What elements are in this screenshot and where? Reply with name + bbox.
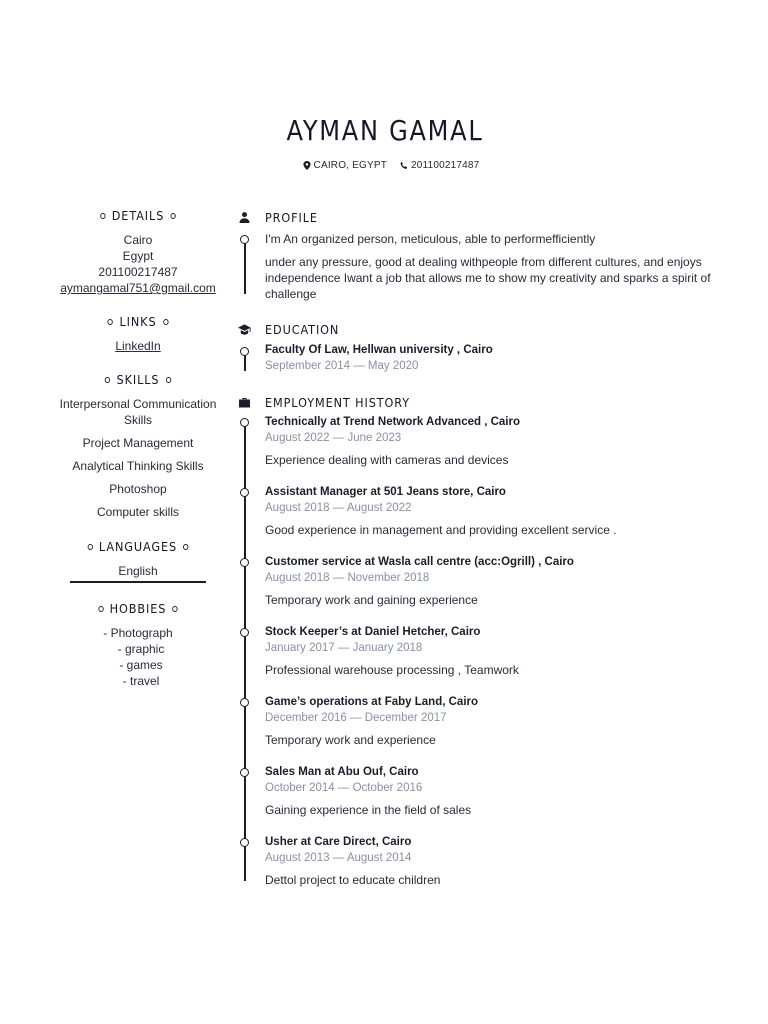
skills-heading: SKILLS — [61, 372, 216, 387]
bullet-icon — [183, 544, 188, 550]
bullet-icon — [171, 213, 176, 219]
job-dates: August 2022 — June 2023 — [265, 432, 402, 444]
bullet-icon — [98, 606, 103, 612]
languages-section — [52, 539, 224, 583]
graduation-cap-icon — [238, 323, 251, 336]
hobby-item: - graphic — [117, 642, 165, 656]
job-title: Customer service at Wasla call centre (acc:Ogrill) , Cairo — [265, 556, 574, 568]
timeline-node — [240, 698, 249, 707]
profile-line-2: under any pressure, good at dealing withpeople from different cultures, and enjoys independence Iwant a job that allows me to show my creativity and sparks a spirit of challenge — [265, 255, 711, 301]
job-description: Temporary work and experience — [265, 733, 436, 747]
education-dates: September 2014 — May 2020 — [265, 360, 419, 372]
hobby-item: - games — [119, 658, 163, 672]
details-city: Cairo — [123, 233, 153, 247]
job-description: Temporary work and gaining experience — [265, 593, 478, 607]
timeline-node — [240, 347, 249, 356]
timeline-node — [240, 558, 249, 567]
timeline-node — [240, 628, 249, 637]
timeline-node — [240, 418, 249, 427]
bullet-icon — [87, 544, 92, 550]
profile-timeline — [244, 238, 246, 294]
bullet-icon — [105, 377, 110, 383]
email-link[interactable]: aymangamal751@gmail.com — [60, 281, 216, 295]
job-title: Stock Keeper’s at Daniel Hetcher, Cairo — [265, 626, 481, 638]
timeline-node — [240, 235, 249, 244]
timeline-node — [240, 768, 249, 777]
links-section — [52, 314, 224, 354]
location — [303, 160, 388, 171]
education-title: Faculty Of Law, Hellwan university , Cairo — [265, 344, 493, 356]
job-description: Professional warehouse processing , Teamwork — [265, 663, 519, 677]
bullet-icon — [100, 213, 105, 219]
person-icon — [238, 211, 251, 224]
skills-section — [52, 372, 224, 527]
job-dates: August 2018 — August 2022 — [265, 502, 412, 514]
languages-heading: LANGUAGES — [61, 539, 216, 554]
skill-item: Photoshop — [109, 482, 167, 496]
skill-item: Computer skills — [96, 505, 180, 519]
job-title: Assistant Manager at 501 Jeans store, Cairo — [265, 486, 506, 498]
skill-item: Project Management — [82, 436, 194, 450]
job-dates: August 2018 — November 2018 — [265, 572, 430, 584]
details-country: Egypt — [122, 249, 154, 263]
hobby-item: - travel — [122, 674, 160, 688]
job-dates: January 2017 — January 2018 — [265, 642, 423, 654]
timeline-node — [240, 838, 249, 847]
skill-item: Interpersonal Communication Skills — [59, 397, 217, 427]
bullet-icon — [108, 319, 113, 325]
profile-line-1: I'm An organized person, meticulous, able to performefficiently — [265, 232, 596, 246]
job-title: Game’s operations at Faby Land, Cairo — [265, 696, 479, 708]
details-phone: 201100217487 — [98, 265, 178, 279]
details-heading: DETAILS — [61, 208, 216, 223]
skill-item: Analytical Thinking Skills — [72, 459, 204, 473]
job-description: Gaining experience in the field of sales — [265, 803, 472, 817]
links-heading: LINKS — [61, 314, 216, 329]
bullet-icon — [163, 319, 168, 325]
briefcase-icon — [238, 396, 251, 409]
job-description: Good experience in management and providing excellent service . — [265, 523, 617, 537]
timeline-node — [240, 488, 249, 497]
language-item: English — [118, 564, 158, 578]
job-description: Experience dealing with cameras and devices — [265, 453, 509, 467]
job-title: Usher at Care Direct, Cairo — [265, 836, 412, 848]
location-pin-icon — [303, 161, 311, 170]
employment-heading: EMPLOYMENT HISTORY — [265, 395, 411, 410]
phone-text: 201100217487 — [411, 160, 480, 171]
resume-name: AYMAN GAMAL — [286, 114, 484, 147]
contact-bar — [0, 160, 768, 173]
language-level-bar — [70, 581, 206, 583]
details-section — [52, 208, 224, 296]
job-dates: October 2014 — October 2016 — [265, 782, 423, 794]
job-dates: December 2016 — December 2017 — [265, 712, 447, 724]
linkedin-link[interactable]: LinkedIn — [115, 339, 161, 353]
location-text: CAIRO, EGYPT — [313, 160, 388, 171]
job-dates: August 2013 — August 2014 — [265, 852, 412, 864]
bullet-icon — [173, 606, 178, 612]
job-title: Technically at Trend Network Advanced , Cairo — [265, 416, 520, 428]
hobbies-section — [52, 601, 224, 689]
profile-heading: PROFILE — [265, 210, 318, 225]
education-heading: EDUCATION — [265, 322, 340, 337]
job-title: Sales Man at Abu Ouf, Cairo — [265, 766, 419, 778]
phone — [400, 160, 479, 171]
bullet-icon — [166, 377, 171, 383]
hobby-item: - Photograph — [103, 626, 173, 640]
hobbies-heading: HOBBIES — [61, 601, 216, 616]
phone-icon — [400, 161, 408, 170]
job-description: Dettol project to educate children — [265, 873, 441, 887]
